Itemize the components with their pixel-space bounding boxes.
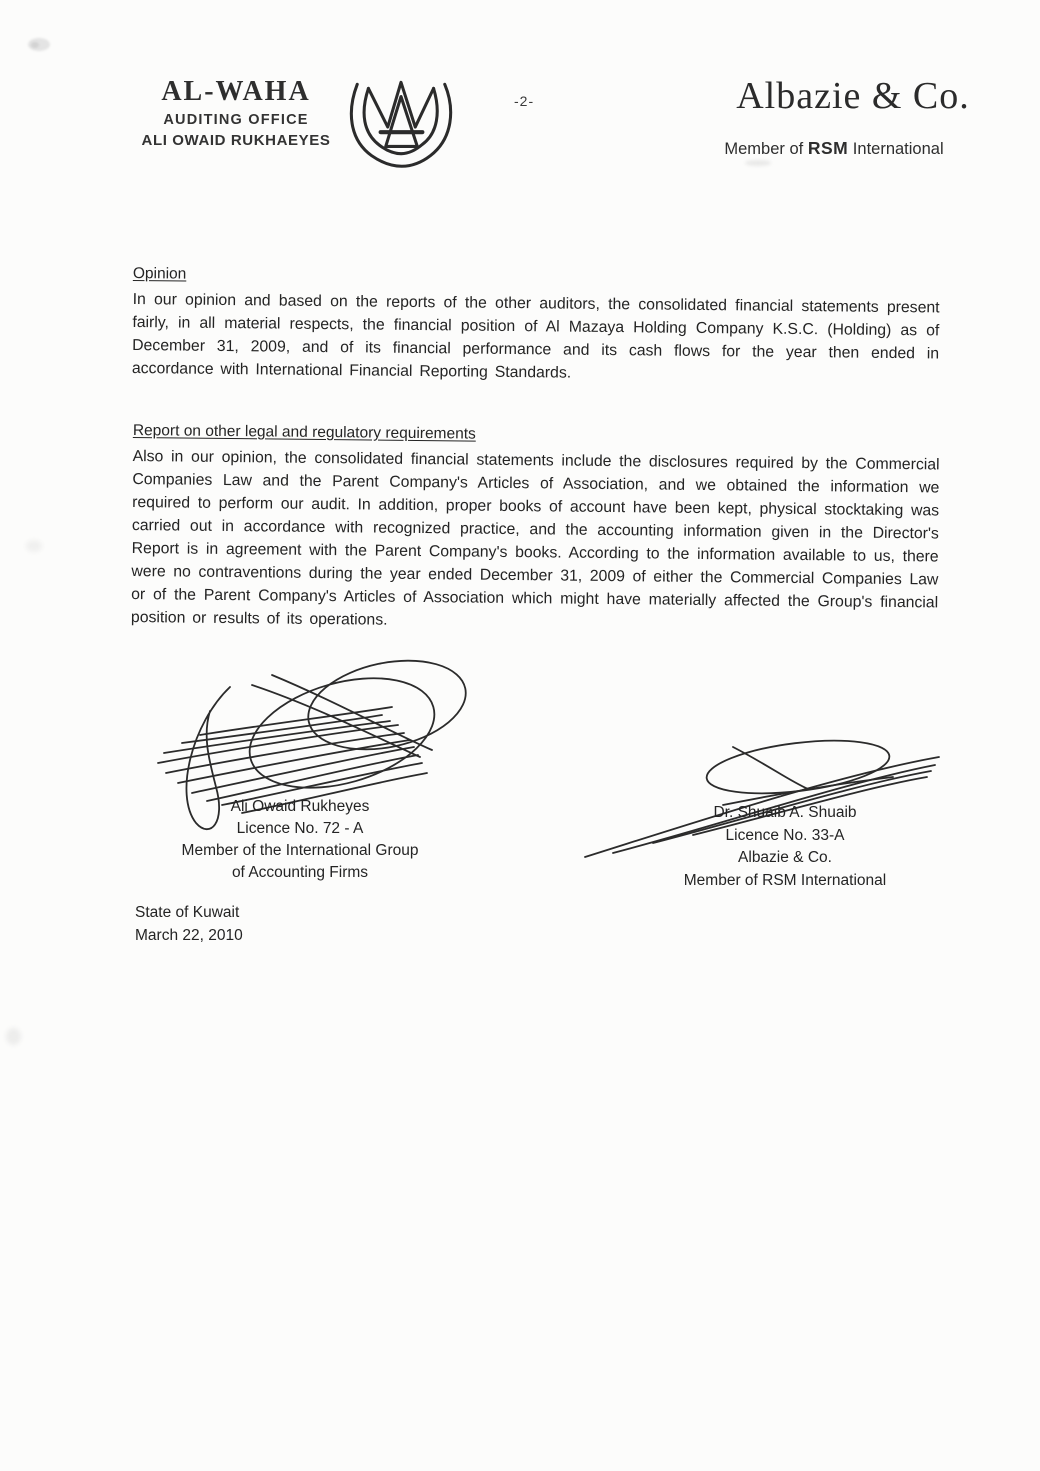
letterhead-right: [703, 74, 1003, 118]
rsm-wordmark: RSM: [807, 138, 849, 158]
office-name: AL-WAHA: [161, 76, 311, 107]
page-number: -2-: [514, 93, 535, 109]
office-owner-name: ALI OWAID RUKHAEYES: [141, 132, 331, 149]
left-signatory-name: Ali Owaid Rukheyes: [230, 798, 370, 815]
opinion-heading: Opinion: [132, 265, 187, 283]
left-membership-line-1: Member of the International Group: [181, 842, 419, 859]
right-signatory-name: Dr. Shuaib A. Shuaib: [713, 804, 857, 821]
right-licence-number: Licence No. 33-A: [725, 826, 845, 844]
membership-prefix: Member of: [724, 140, 808, 158]
right-membership-line: Member of RSM International: [683, 871, 887, 889]
scan-smudge: [745, 160, 771, 166]
closing-block: [135, 902, 243, 947]
membership-suffix: International: [848, 140, 944, 158]
left-licence-number: Licence No. 72 - A: [236, 820, 364, 837]
legal-requirements-heading: Report on other legal and regulatory requirements: [132, 422, 476, 443]
firm-name: Albazie & Co.: [736, 75, 970, 117]
scan-smudge: [26, 540, 42, 552]
right-firm-line: Albazie & Co.: [738, 849, 832, 866]
scan-smudge: [28, 38, 50, 51]
office-subtitle: AUDITING OFFICE: [163, 112, 309, 128]
al-waha-monogram-logo-icon: [344, 74, 458, 172]
scan-smudge: [31, 42, 39, 48]
closing-date: March 22, 2010: [135, 926, 243, 944]
left-signature-block: [140, 796, 460, 884]
membership-line: [703, 138, 965, 159]
legal-requirements-body: Also in our opinion, the consolidated financial statements include the disclosures required by the Commercial Companies Law and the Parent Company's Articles of Association, and we obtained the information we required to perform our audit. In addition, proper books of account have been kept, physical stocktaking was carried out in accordance with recognized practice, and the accounting information given in the Director's Report is in agreement with the Parent Company's books. According to the information available to us, there were no contraventions during the year ended December 31, 2009 of either the Commercial Companies Law or of the Parent Company's Articles of Association which might have materially affected the Group's financial position or results of its operations.: [130, 447, 940, 629]
letterhead-left: [134, 76, 338, 149]
scan-smudge: [6, 1028, 21, 1045]
legal-requirements-section: [131, 422, 940, 637]
closing-place: State of Kuwait: [135, 904, 240, 921]
opinion-body: In our opinion and based on the reports of the other auditors, the consolidated financial statements present fairly, in all material respects, the financial position of Al Mazaya Holding Company K.S.C. (Holding) as of December 31, 2009, and of its financial performance and its cash flows for the year then ended in accordance with International Financial Reporting Standards.: [131, 290, 940, 382]
opinion-section: [132, 265, 940, 388]
right-signature-block: [635, 802, 935, 892]
left-membership-line-2: of Accounting Firms: [231, 864, 369, 881]
